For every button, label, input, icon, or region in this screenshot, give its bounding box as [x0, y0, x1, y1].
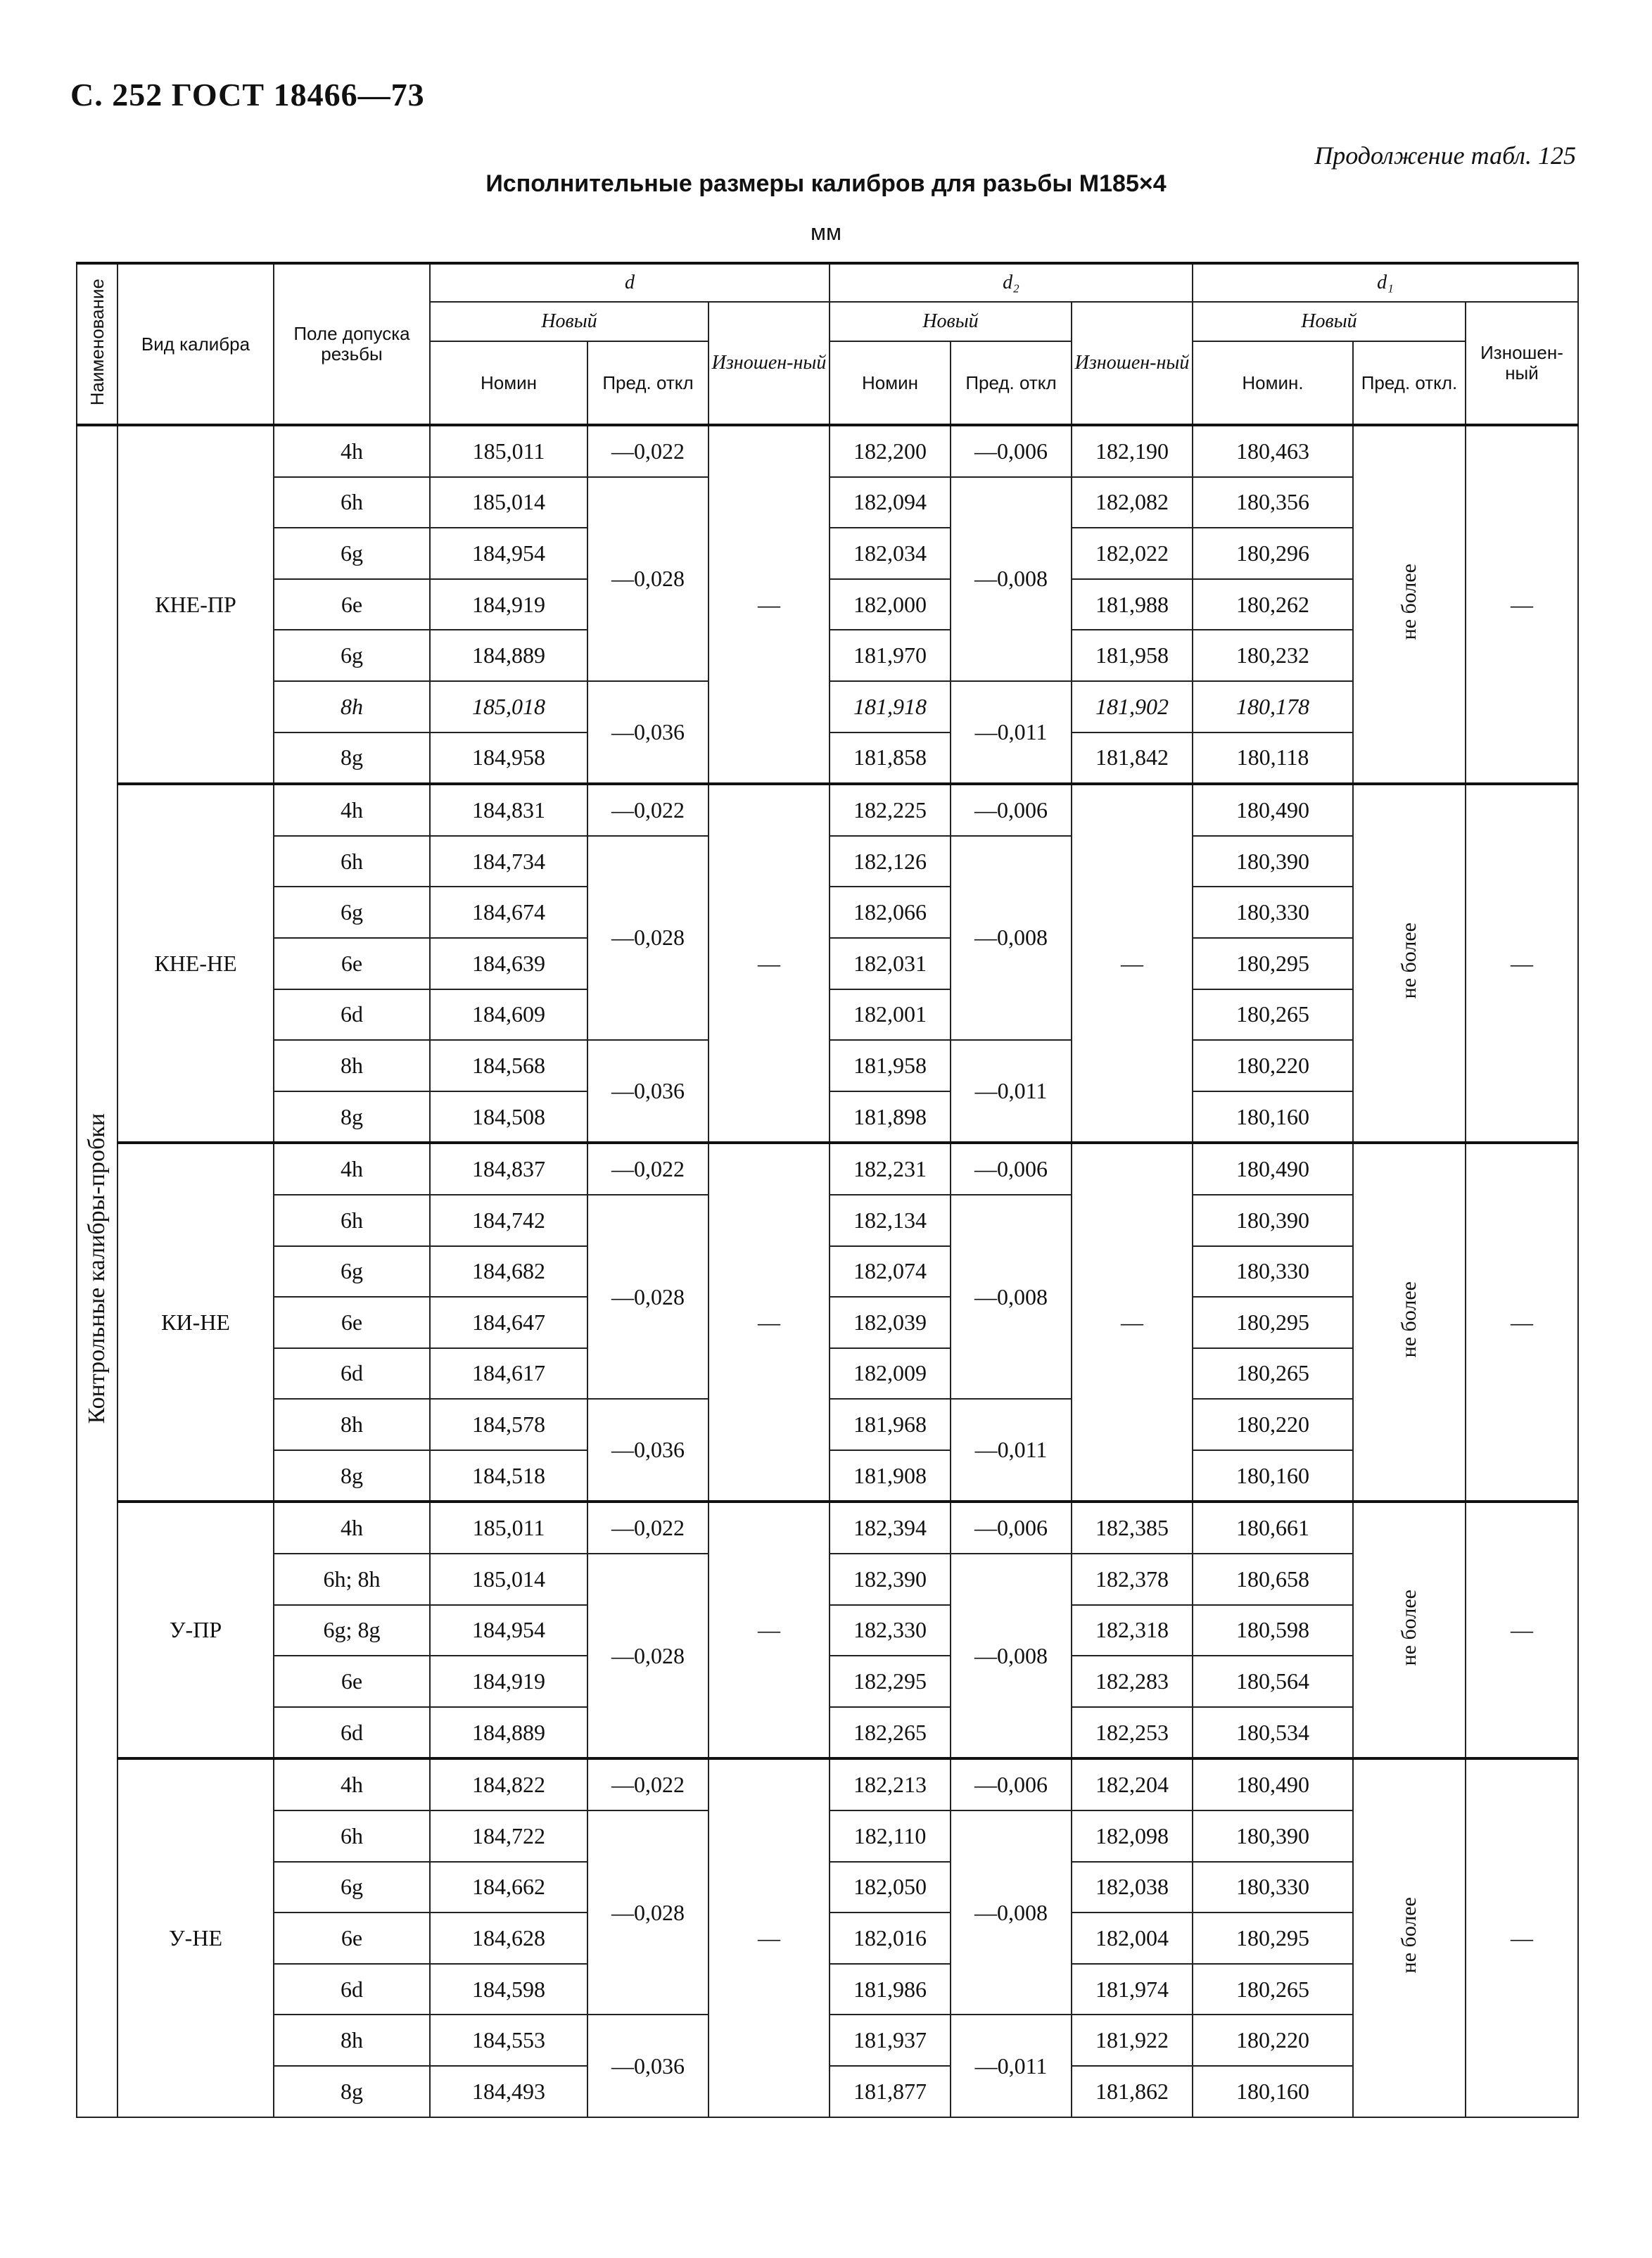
pole-cell: 4h: [274, 784, 430, 836]
d1-nom-cell: 180,390: [1193, 836, 1353, 887]
d2-nom-cell: 181,898: [830, 1091, 951, 1143]
d-izn-cell: —: [709, 784, 830, 1143]
d2-pred-cell: —0,011: [951, 2015, 1072, 2117]
d2-izn-cell: 181,974: [1072, 1964, 1193, 2015]
pole-cell: 6d: [274, 989, 430, 1041]
d-nom-cell: 184,954: [430, 528, 587, 579]
d1-nom-cell: 180,295: [1193, 938, 1353, 989]
d2-nom-cell: 182,094: [830, 477, 951, 528]
d2-nom-cell: 182,000: [830, 579, 951, 630]
gauge-dimensions-table: [76, 262, 1579, 2118]
d2-izn-cell: 181,862: [1072, 2066, 1193, 2117]
d2-nom-cell: 182,031: [830, 938, 951, 989]
d2-izn-cell: 181,958: [1072, 630, 1193, 681]
header-d-novyi: Новый: [430, 302, 709, 341]
d-nom-cell: 184,553: [430, 2015, 587, 2066]
d2-pred-cell: —0,006: [951, 1143, 1072, 1195]
d2-izn-cell: 182,022: [1072, 528, 1193, 579]
d1-nom-cell: 180,390: [1193, 1195, 1353, 1246]
d1-izn-cell: —: [1466, 1758, 1578, 2117]
d2-pred-cell: —0,008: [951, 836, 1072, 1040]
d2-izn-cell: 181,922: [1072, 2015, 1193, 2066]
d2-nom-cell: 182,009: [830, 1348, 951, 1400]
d1-nom-cell: 180,220: [1193, 2015, 1353, 2066]
d1-nom-cell: 180,564: [1193, 1656, 1353, 1707]
pole-cell: 6h: [274, 1195, 430, 1246]
pole-cell: 6g: [274, 528, 430, 579]
d1-pred-cell: не более: [1353, 1502, 1466, 1758]
units-label: мм: [811, 220, 841, 245]
d-pred-cell: —0,028: [587, 1810, 709, 2015]
d1-nom-cell: 180,356: [1193, 477, 1353, 528]
d2-pred-cell: —0,011: [951, 1399, 1072, 1502]
d1-nom-cell: 180,330: [1193, 1862, 1353, 1913]
d2-izn-cell: 181,988: [1072, 579, 1193, 630]
d-nom-cell: 184,518: [430, 1450, 587, 1502]
pole-cell: 6e: [274, 579, 430, 630]
d1-nom-cell: 180,330: [1193, 1246, 1353, 1298]
d-nom-cell: 184,674: [430, 887, 587, 938]
header-d1-nomin: Номин.: [1193, 341, 1353, 425]
d2-nom-cell: 181,937: [830, 2015, 951, 2066]
d1-nom-cell: 180,463: [1193, 425, 1353, 477]
d-pred-cell: —0,028: [587, 1554, 709, 1758]
d2-nom-cell: 181,908: [830, 1450, 951, 1502]
pole-cell: 6h: [274, 1810, 430, 1862]
d2-izn-cell: 182,098: [1072, 1810, 1193, 1862]
d2-izn-cell: 182,378: [1072, 1554, 1193, 1605]
d2-izn-cell: 182,190: [1072, 425, 1193, 477]
d2-nom-cell: 182,225: [830, 784, 951, 836]
d1-izn-cell: —: [1466, 784, 1578, 1143]
d2-nom-cell: 182,066: [830, 887, 951, 938]
d-pred-cell: —0,036: [587, 681, 709, 784]
d2-nom-cell: 182,200: [830, 425, 951, 477]
d1-nom-cell: 180,534: [1193, 1707, 1353, 1759]
d-nom-cell: 184,822: [430, 1758, 587, 1810]
d-pred-cell: —0,022: [587, 1502, 709, 1554]
d2-nom-cell: 182,295: [830, 1656, 951, 1707]
d-izn-cell: —: [709, 1143, 830, 1502]
d1-izn-cell: —: [1466, 1143, 1578, 1502]
d-pred-cell: —0,022: [587, 425, 709, 477]
d1-izn-cell: —: [1466, 1502, 1578, 1758]
header-d-pred: Пред. откл: [587, 341, 709, 425]
d1-nom-cell: 180,265: [1193, 1348, 1353, 1400]
d-nom-cell: 184,837: [430, 1143, 587, 1195]
d2-izn-cell: 182,283: [1072, 1656, 1193, 1707]
d1-nom-cell: 180,265: [1193, 989, 1353, 1041]
d-pred-cell: —0,036: [587, 2015, 709, 2117]
d-nom-cell: 184,628: [430, 1913, 587, 1964]
d-nom-cell: 184,682: [430, 1246, 587, 1298]
d2-pred-cell: —0,006: [951, 1502, 1072, 1554]
d-nom-cell: 185,011: [430, 1502, 587, 1554]
pole-cell: 6g: [274, 1246, 430, 1298]
pole-cell: 4h: [274, 1143, 430, 1195]
d1-nom-cell: 180,220: [1193, 1040, 1353, 1091]
pole-cell: 6e: [274, 1656, 430, 1707]
d1-nom-cell: 180,262: [1193, 579, 1353, 630]
pole-cell: 6d: [274, 1964, 430, 2015]
d1-nom-cell: 180,265: [1193, 1964, 1353, 2015]
d2-izn-cell: 182,082: [1072, 477, 1193, 528]
d2-izn-cell: —: [1072, 1143, 1193, 1502]
d2-nom-cell: 182,074: [830, 1246, 951, 1298]
d1-nom-cell: 180,295: [1193, 1913, 1353, 1964]
d-nom-cell: 184,722: [430, 1810, 587, 1862]
d-nom-cell: 184,958: [430, 732, 587, 785]
d1-nom-cell: 180,661: [1193, 1502, 1353, 1554]
d2-izn-cell: 182,253: [1072, 1707, 1193, 1759]
pole-cell: 8g: [274, 2066, 430, 2117]
d-nom-cell: 184,831: [430, 784, 587, 836]
header-d: d: [430, 263, 830, 302]
pole-cell: 8h: [274, 681, 430, 732]
continuation-note: Продолжение табл. 125: [1314, 141, 1576, 170]
d2-nom-cell: 181,877: [830, 2066, 951, 2117]
pole-cell: 6g: [274, 630, 430, 681]
d-nom-cell: 184,662: [430, 1862, 587, 1913]
header-d2-iznosh: Изношен-ный: [1072, 302, 1193, 425]
d2-nom-cell: 182,039: [830, 1297, 951, 1348]
d1-nom-cell: 180,296: [1193, 528, 1353, 579]
group-name: У-НЕ: [117, 1758, 274, 2117]
group-name: КНЕ-НЕ: [117, 784, 274, 1143]
header-d2-nomin: Номин: [830, 341, 951, 425]
header-d1-novyi: Новый: [1193, 302, 1466, 341]
group-name: КИ-НЕ: [117, 1143, 274, 1502]
pole-cell: 8h: [274, 1399, 430, 1450]
d2-nom-cell: 181,986: [830, 1964, 951, 2015]
pole-cell: 6g: [274, 1862, 430, 1913]
d-nom-cell: 184,609: [430, 989, 587, 1041]
d2-nom-cell: 181,968: [830, 1399, 951, 1450]
group-name: У-ПР: [117, 1502, 274, 1758]
d-nom-cell: 184,639: [430, 938, 587, 989]
d-izn-cell: —: [709, 1758, 830, 2117]
pole-cell: 8h: [274, 2015, 430, 2066]
d2-izn-cell: 182,004: [1072, 1913, 1193, 1964]
d1-nom-cell: 180,490: [1193, 1143, 1353, 1195]
d-pred-cell: —0,028: [587, 1195, 709, 1399]
d2-nom-cell: 182,034: [830, 528, 951, 579]
table-title: Исполнительные размеры калибров для разьбы М185×4: [485, 170, 1167, 197]
d1-pred-cell: не более: [1353, 784, 1466, 1143]
d-nom-cell: 184,568: [430, 1040, 587, 1091]
pole-cell: 4h: [274, 1502, 430, 1554]
d2-nom-cell: 181,918: [830, 681, 951, 732]
pole-cell: 4h: [274, 425, 430, 477]
d-nom-cell: 184,578: [430, 1399, 587, 1450]
pole-cell: 8g: [274, 1091, 430, 1143]
d-pred-cell: —0,036: [587, 1040, 709, 1143]
d-nom-cell: 184,493: [430, 2066, 587, 2117]
d2-nom-cell: 182,126: [830, 836, 951, 887]
header-d-nomin: Номин: [430, 341, 587, 425]
d1-izn-cell: —: [1466, 425, 1578, 784]
d1-pred-cell: не более: [1353, 1758, 1466, 2117]
page-header: С. 252 ГОСТ 18466—73: [70, 77, 425, 113]
side-label: Контрольные калибры-пробки: [77, 425, 117, 2117]
d-nom-cell: 184,647: [430, 1297, 587, 1348]
d-izn-cell: —: [709, 1502, 830, 1758]
d-nom-cell: 184,617: [430, 1348, 587, 1400]
d2-nom-cell: 182,390: [830, 1554, 951, 1605]
d1-nom-cell: 180,160: [1193, 2066, 1353, 2117]
d1-pred-cell: не более: [1353, 425, 1466, 784]
d-pred-cell: —0,022: [587, 1758, 709, 1810]
group-name: КНЕ-ПР: [117, 425, 274, 784]
d1-pred-cell: не более: [1353, 1143, 1466, 1502]
header-vid: Вид калибра: [117, 263, 274, 425]
d1-nom-cell: 180,658: [1193, 1554, 1353, 1605]
d2-izn-cell: 182,318: [1072, 1605, 1193, 1656]
header-d-iznosh: Изношен-ный: [709, 302, 830, 425]
d-pred-cell: —0,028: [587, 477, 709, 681]
d-nom-cell: 184,889: [430, 630, 587, 681]
d-nom-cell: 184,508: [430, 1091, 587, 1143]
d1-nom-cell: 180,160: [1193, 1450, 1353, 1502]
d-nom-cell: 185,011: [430, 425, 587, 477]
header-pole: Поле допуска резьбы: [274, 263, 430, 425]
d2-pred-cell: —0,006: [951, 1758, 1072, 1810]
d-izn-cell: —: [709, 425, 830, 784]
d2-nom-cell: 182,330: [830, 1605, 951, 1656]
pole-cell: 6e: [274, 1913, 430, 1964]
d2-pred-cell: —0,011: [951, 681, 1072, 784]
pole-cell: 6e: [274, 938, 430, 989]
pole-cell: 6d: [274, 1707, 430, 1759]
header-d2: d₂: [830, 263, 1193, 302]
header-d1-iznosh: Изношен-ный: [1466, 302, 1578, 425]
d-pred-cell: —0,022: [587, 784, 709, 836]
d2-pred-cell: —0,006: [951, 784, 1072, 836]
d2-nom-cell: 181,970: [830, 630, 951, 681]
d2-pred-cell: —0,008: [951, 1195, 1072, 1399]
d1-nom-cell: 180,490: [1193, 1758, 1353, 1810]
d2-nom-cell: 182,265: [830, 1707, 951, 1759]
pole-cell: 4h: [274, 1758, 430, 1810]
pole-cell: 6g; 8g: [274, 1605, 430, 1656]
pole-cell: 8g: [274, 1450, 430, 1502]
d-nom-cell: 185,018: [430, 681, 587, 732]
header-d2-novyi: Новый: [830, 302, 1072, 341]
d2-nom-cell: 182,231: [830, 1143, 951, 1195]
d1-nom-cell: 180,160: [1193, 1091, 1353, 1143]
d2-izn-cell: 182,385: [1072, 1502, 1193, 1554]
pole-cell: 8g: [274, 732, 430, 785]
d2-pred-cell: —0,008: [951, 477, 1072, 681]
d1-nom-cell: 180,220: [1193, 1399, 1353, 1450]
d-nom-cell: 185,014: [430, 477, 587, 528]
d-nom-cell: 184,598: [430, 1964, 587, 2015]
d2-pred-cell: —0,008: [951, 1810, 1072, 2015]
d2-nom-cell: 182,016: [830, 1913, 951, 1964]
d-nom-cell: 185,014: [430, 1554, 587, 1605]
d2-nom-cell: 182,050: [830, 1862, 951, 1913]
d-nom-cell: 184,919: [430, 1656, 587, 1707]
d2-pred-cell: —0,006: [951, 425, 1072, 477]
d-nom-cell: 184,742: [430, 1195, 587, 1246]
d1-nom-cell: 180,490: [1193, 784, 1353, 836]
header-d2-pred: Пред. откл: [951, 341, 1072, 425]
d-nom-cell: 184,889: [430, 1707, 587, 1759]
header-d1-pred: Пред. откл.: [1353, 341, 1466, 425]
d1-nom-cell: 180,598: [1193, 1605, 1353, 1656]
pole-cell: 6h; 8h: [274, 1554, 430, 1605]
d-pred-cell: —0,022: [587, 1143, 709, 1195]
d-nom-cell: 184,919: [430, 579, 587, 630]
d2-nom-cell: 181,958: [830, 1040, 951, 1091]
d1-nom-cell: 180,118: [1193, 732, 1353, 785]
header-d1: d₁: [1193, 263, 1578, 302]
pole-cell: 6e: [274, 1297, 430, 1348]
d1-nom-cell: 180,178: [1193, 681, 1353, 732]
d1-nom-cell: 180,390: [1193, 1810, 1353, 1862]
d1-nom-cell: 180,330: [1193, 887, 1353, 938]
pole-cell: 6h: [274, 836, 430, 887]
d2-nom-cell: 182,213: [830, 1758, 951, 1810]
d2-nom-cell: 182,134: [830, 1195, 951, 1246]
d-pred-cell: —0,028: [587, 836, 709, 1040]
d2-nom-cell: 182,110: [830, 1810, 951, 1862]
d2-izn-cell: 182,038: [1072, 1862, 1193, 1913]
pole-cell: 6g: [274, 887, 430, 938]
pole-cell: 6d: [274, 1348, 430, 1400]
d2-izn-cell: 181,842: [1072, 732, 1193, 785]
d1-nom-cell: 180,232: [1193, 630, 1353, 681]
pole-cell: 8h: [274, 1040, 430, 1091]
d1-nom-cell: 180,295: [1193, 1297, 1353, 1348]
d2-nom-cell: 181,858: [830, 732, 951, 785]
d-nom-cell: 184,954: [430, 1605, 587, 1656]
d2-izn-cell: —: [1072, 784, 1193, 1143]
d2-pred-cell: —0,008: [951, 1554, 1072, 1758]
d2-izn-cell: 182,204: [1072, 1758, 1193, 1810]
d2-nom-cell: 182,001: [830, 989, 951, 1041]
header-naimenovanie: Наименование: [77, 263, 117, 425]
d2-izn-cell: 181,902: [1072, 681, 1193, 732]
d-pred-cell: —0,036: [587, 1399, 709, 1502]
d2-pred-cell: —0,011: [951, 1040, 1072, 1143]
d2-nom-cell: 182,394: [830, 1502, 951, 1554]
d-nom-cell: 184,734: [430, 836, 587, 887]
pole-cell: 6h: [274, 477, 430, 528]
